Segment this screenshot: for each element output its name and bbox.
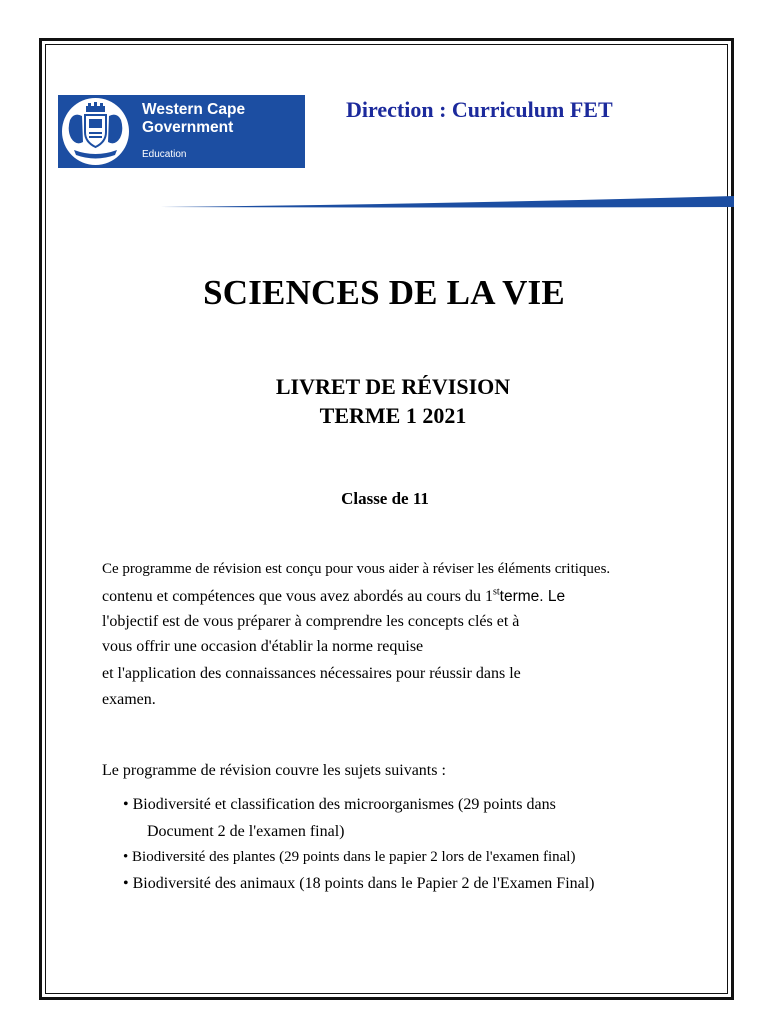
intro-line-2-b: terme. Le <box>499 588 566 605</box>
topics-intro: Le programme de révision couvre les sujets suivants : <box>102 762 446 779</box>
topic-item-2 <box>123 849 575 866</box>
topic-item-2-text: Biodiversité des plantes (29 points dans le papier 2 lors de l'examen final) <box>132 849 576 865</box>
topic-item-1-cont: Document 2 de l'examen final) <box>147 823 345 840</box>
direction-heading: Direction : Curriculum FET <box>346 97 613 122</box>
coat-of-arms-icon <box>62 98 129 165</box>
intro-line-3: l'objectif est de vous préparer à comprendre les concepts clés et à <box>102 613 520 630</box>
bullet: • <box>123 849 129 865</box>
intro-line-2-a: contenu et compétences que vous avez abordés au cours du 1 <box>102 588 493 605</box>
intro-line-2-sup: st <box>492 586 500 598</box>
intro-line-6: examen. <box>102 691 156 708</box>
subtitle-line1: LIVRET DE RÉVISION <box>275 374 511 399</box>
intro-line-2 <box>102 588 565 606</box>
bullet: • <box>123 875 129 892</box>
logo-department: Education <box>142 149 187 160</box>
logo-name-line2: Government <box>142 119 234 136</box>
intro-line-1: Ce programme de révision est conçu pour vous aider à réviser les éléments critiques. <box>102 561 611 577</box>
logo-name <box>142 101 245 137</box>
logo-name-line1: Western Cape <box>142 101 246 118</box>
topic-item-3-text: Biodiversité des animaux (18 points dans le Papier 2 de l'Examen Final) <box>132 875 595 892</box>
topic-item-1 <box>123 796 556 814</box>
document-title: SCIENCES DE LA VIE <box>203 273 565 312</box>
class-label: Classe de 11 <box>341 489 429 508</box>
topic-item-1-text: Biodiversité et classification des microorganismes (29 points dans <box>132 796 556 813</box>
subtitle-line2: TERME 1 2021 <box>319 403 467 428</box>
topic-item-3 <box>123 875 595 893</box>
intro-line-5: et l'application des connaissances nécessaires pour réussir dans le <box>102 665 521 682</box>
bullet: • <box>123 796 129 813</box>
intro-line-4: vous offrir une occasion d'établir la norme requise <box>102 638 424 655</box>
western-cape-logo <box>58 95 305 168</box>
header-swoosh <box>0 190 768 220</box>
